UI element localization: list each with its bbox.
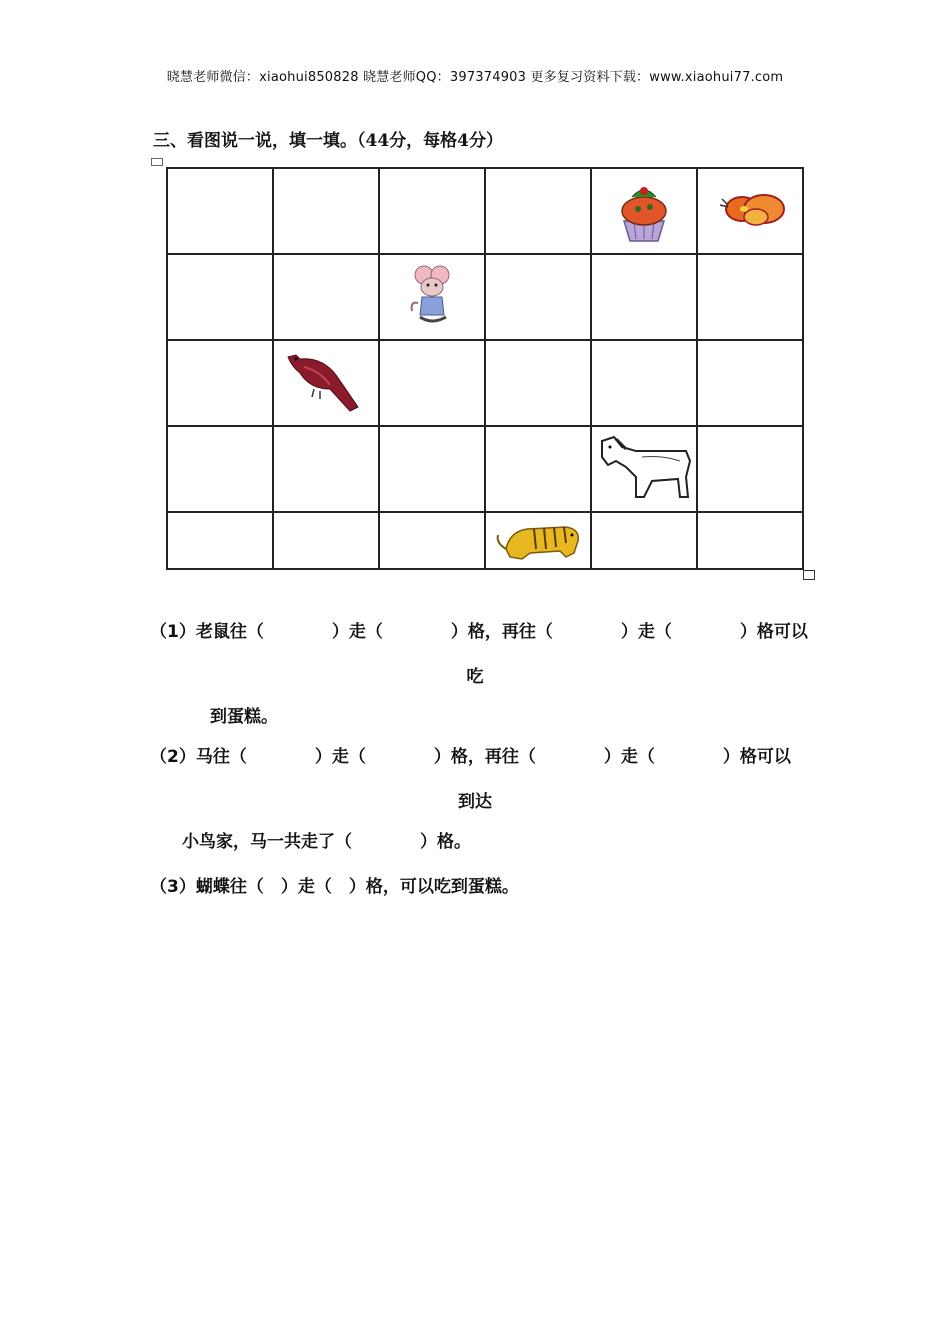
- butterfly-icon: [698, 169, 802, 253]
- question-2-wrap: 到达: [458, 792, 492, 812]
- header-contact-line: 晓慧老师微信：xiaohui850828 晓慧老师QQ：397374903 更多复习资料下载：www.xiaohui77.com: [166, 70, 784, 85]
- grid-cell: [379, 512, 485, 569]
- mouse-icon: [380, 255, 484, 339]
- grid-cell: [485, 512, 591, 569]
- question-1-line-2: 到蛋糕。: [210, 707, 278, 727]
- grid-cell: [167, 340, 273, 426]
- grid-cell: [591, 512, 697, 569]
- grid-cell: [697, 426, 803, 512]
- table-handle-top-left: [151, 158, 163, 166]
- grid-cell: [591, 340, 697, 426]
- question-3-line-1: （3）蝴蝶往（ ）走（ ）格，可以吃到蛋糕。: [150, 877, 519, 897]
- grid-cell: [697, 168, 803, 254]
- question-2-line-1: （2）马往（ ）走（ ）格，再往（ ）走（ ）格可以: [150, 747, 791, 767]
- question-1-wrap: 吃: [466, 667, 484, 687]
- grid-cell: [167, 168, 273, 254]
- grid-cell: [697, 254, 803, 340]
- grid-cell: [379, 254, 485, 340]
- position-grid: [166, 167, 804, 570]
- grid-cell: [591, 168, 697, 254]
- grid-cell: [167, 426, 273, 512]
- grid-cell: [485, 168, 591, 254]
- grid-cell: [697, 340, 803, 426]
- grid-cell: [697, 512, 803, 569]
- grid-cell: [379, 168, 485, 254]
- grid-cell: [379, 340, 485, 426]
- grid-cell: [273, 512, 379, 569]
- grid-cell: [273, 254, 379, 340]
- grid-cell: [591, 426, 697, 512]
- question-2-line-2: 小鸟家，马一共走了（ ）格。: [182, 832, 471, 852]
- grid-cell: [167, 512, 273, 569]
- horse-icon: [592, 427, 696, 511]
- cake-icon: [592, 169, 696, 253]
- question-1-line-1: （1）老鼠往（ ）走（ ）格，再往（ ）走（ ）格可以: [150, 622, 808, 642]
- grid-cell: [273, 340, 379, 426]
- grid-cell: [379, 426, 485, 512]
- section-title: 三、看图说一说，填一填。（44分，每格4分）: [153, 131, 503, 151]
- grid-cell: [273, 426, 379, 512]
- grid-cell: [167, 254, 273, 340]
- table-handle-bottom-right: [803, 570, 815, 580]
- grid-cell: [591, 254, 697, 340]
- grid-cell: [485, 340, 591, 426]
- grid-cell: [273, 168, 379, 254]
- grid-cell: [485, 254, 591, 340]
- grid-cell: [485, 426, 591, 512]
- tiger-icon: [486, 513, 590, 568]
- bird-icon: [274, 341, 378, 425]
